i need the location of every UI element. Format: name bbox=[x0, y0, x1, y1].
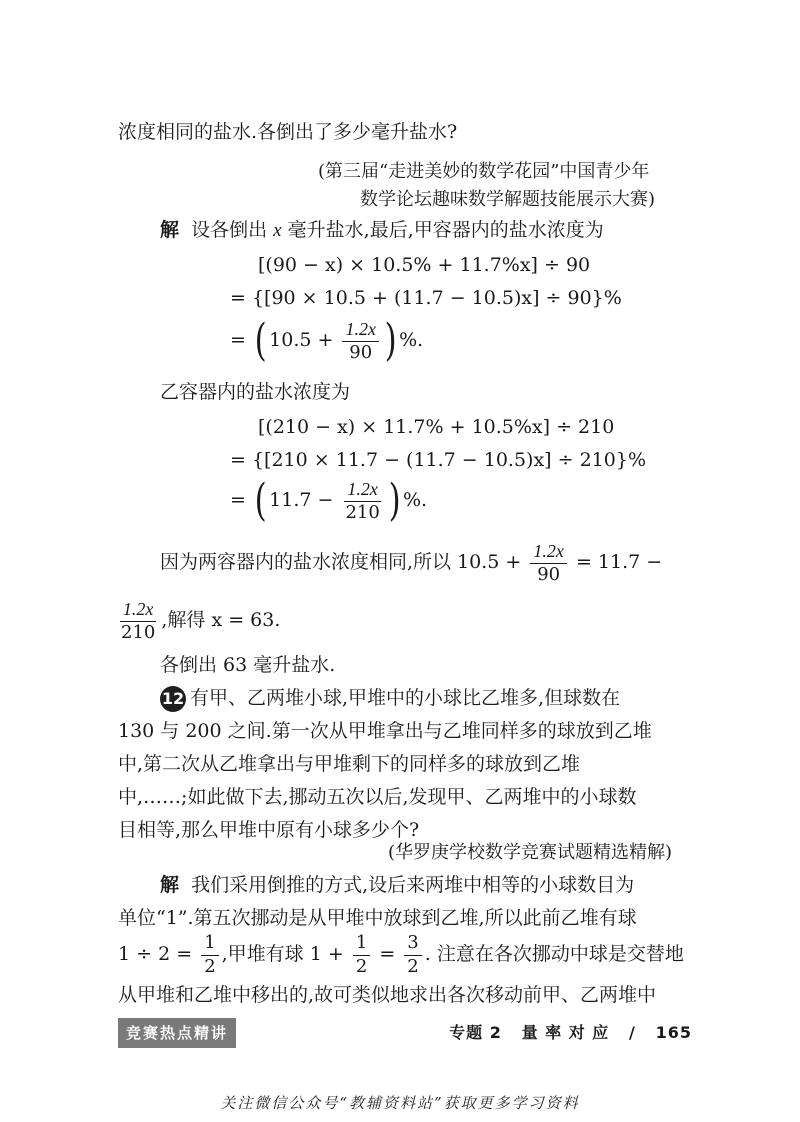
fraction: $\frac{3}{2}$ bbox=[404, 933, 421, 977]
problem-number: 12 bbox=[160, 686, 186, 712]
solution-intro: 解 我们采用倒推的方式,设后来两堆中相等的小球数目为 bbox=[160, 874, 635, 896]
text-line: $\frac{1.2x}{210}$ ,解得 x = 63. bbox=[118, 598, 280, 643]
source-citation: (华罗庚学校数学竞赛试题精选精解) bbox=[388, 842, 673, 863]
source-citation: 数学论坛趣味数学解题技能展示大赛) bbox=[360, 189, 656, 210]
text-line: 中,……;如此做下去,挪动五次以后,发现甲、乙两堆中的小球数 bbox=[118, 786, 637, 808]
text-line: 目相等,那么甲堆中原有小球多少个? bbox=[118, 819, 420, 841]
text-line: 因为两容器内的盐水浓度相同,所以 10.5 + $\frac{1.2x}{90}$ = 11.7 − bbox=[160, 540, 663, 585]
text-line: 1 ÷ 2 = $\frac{1}{2}$ ,甲堆有球 1 + $\frac{1}{2}$ = $\frac{3}{2}$ . 注意在各次挪动中球是交替地 bbox=[118, 931, 684, 977]
watermark-footer: 关注微信公众号“教辅资料站”获取更多学习资料 bbox=[220, 1094, 580, 1112]
text-line: 乙容器内的盐水浓度为 bbox=[160, 381, 351, 403]
fraction: $\frac{1}{2}$ bbox=[201, 933, 218, 977]
problem-statement: 12 有甲、乙两堆小球,甲堆中的小球比乙堆多,但球数在 bbox=[160, 683, 620, 713]
fraction: $\frac{1.2x}{90}$ bbox=[530, 541, 567, 585]
equation-line: [(90 − x) × 10.5% + 11.7%x] ÷ 90 bbox=[258, 254, 591, 276]
section-tag: 竞赛热点精讲 bbox=[118, 1018, 236, 1048]
equation-line: = ( 10.5 + $\frac{1.2x}{90}$ ) %. bbox=[230, 315, 424, 366]
equation-line: [(210 − x) × 11.7% + 10.5%x] ÷ 210 bbox=[258, 416, 615, 438]
text-line: 从甲堆和乙堆中移出的,故可类似地求出各次移动前甲、乙两堆中 bbox=[118, 984, 657, 1006]
fraction: $\frac{1}{2}$ bbox=[353, 933, 370, 977]
running-footer: 专题 2 量 率 对 应 / 165 bbox=[449, 1023, 692, 1042]
text-line: 单位“1”.第五次挪动是从甲堆中放球到乙堆,所以此前乙堆有球 bbox=[118, 907, 637, 929]
solution-label: 解 bbox=[160, 874, 180, 896]
text-line: 浓度相同的盐水.各倒出了多少毫升盐水? bbox=[118, 121, 458, 143]
equation-line: = {[90 × 10.5 + (11.7 − 10.5)x] ÷ 90}% bbox=[230, 287, 622, 309]
text-line: 130 与 200 之间.第一次从甲堆拿出与乙堆同样多的球放到乙堆 bbox=[118, 720, 652, 742]
fraction: $\frac{1.2x}{210}$ bbox=[345, 478, 380, 523]
page-number: 165 bbox=[655, 1023, 692, 1042]
equation-line: = ( 11.7 − $\frac{1.2x}{210}$ ) %. bbox=[230, 475, 428, 526]
text-line: 中,第二次从乙堆拿出与甲堆剩下的同样多的球放到乙堆 bbox=[118, 753, 581, 775]
solution-intro: 解 设各倒出 x 毫升盐水,最后,甲容器内的盐水浓度为 bbox=[160, 219, 604, 241]
solution-label: 解 bbox=[160, 219, 180, 241]
equation-line: = {[210 × 11.7 − (11.7 − 10.5)x] ÷ 210}% bbox=[230, 449, 646, 471]
source-citation: (第三届“走进美妙的数学花园”中国青少年 bbox=[318, 161, 650, 182]
text-line: 各倒出 63 毫升盐水. bbox=[160, 654, 336, 676]
fraction: $\frac{1.2x}{90}$ bbox=[342, 319, 379, 363]
fraction: $\frac{1.2x}{210}$ bbox=[121, 598, 156, 643]
